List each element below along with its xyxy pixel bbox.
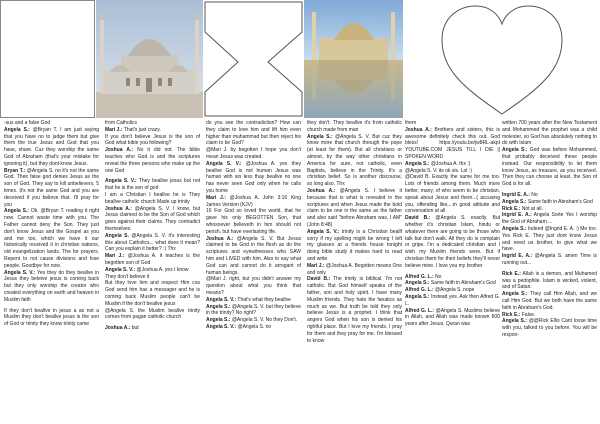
speaker-name: Mari J.: [307, 262, 325, 269]
comment-paragraph [502, 199, 597, 206]
comment-text: Angela Sorte Yes I worship the God of Abraham.... [502, 212, 597, 226]
comment-text: @Angela S. no it's not the same God. Their false god denies Jesus as the son of God. They say to kill unbelievers, 5 times. It's not the same God and you are deceived if you believe that. I'll pray for you [4, 167, 99, 208]
comment-paragraph [405, 280, 500, 287]
speaker-name: Alfred G. L.: [405, 307, 435, 314]
comment-paragraph [405, 215, 500, 269]
comment-paragraph [4, 168, 99, 209]
speaker-name: Ingrid E. A.: [502, 253, 533, 260]
speaker-name: Angela S.: [502, 225, 527, 232]
comment-text: -sus and a false God [4, 120, 51, 126]
comment-text: they don't. They beallve it's from catholic church made from man [307, 120, 402, 133]
speaker-name: Angela S. V.: [307, 228, 340, 235]
speaker-name: David B.: [307, 276, 331, 283]
comment-paragraph [206, 317, 301, 324]
comment-paragraph [502, 120, 597, 147]
comment-text: But they love him and respect Him cos God send him has a messager and he is coming back Muslim people can't be Muslim if the don't beallve jesus [105, 280, 200, 307]
comment-paragraph [105, 325, 200, 332]
heart-icon [404, 0, 600, 118]
comment-paragraph [105, 127, 200, 134]
comment-text: @Angela S. exactly. But whether it's christian Islam, hindu or whatever there are going to be those who talk but don't walk. All they do is complain or gripe. I'm a dedicated christian and I wish my Muslim friends were. But if christian them for their beliefs they'll never believe mine. I love you my brother [405, 215, 500, 269]
comment-text: @Angela S. V. But cuz they know more that church through the pope (at least for them). But all christians or almost, by the way other christians in America for sure, not catholic, even Baptists, believe in the Trinity. It's a christian belief. So is another discourse, so long also. Thx [307, 133, 402, 188]
comment-paragraph [206, 208, 301, 235]
comment-paragraph [206, 297, 301, 304]
comment-text: @Angela S. V. but they believe in the trinity? No right? [206, 303, 301, 317]
comment-text: @Mari J. right, but you didn't answer my question about what you think that means? [206, 276, 301, 296]
image-panel-blank [0, 0, 95, 118]
image-strip [0, 0, 600, 118]
comment-paragraph [206, 276, 301, 296]
speaker-name: Angela S.: [502, 291, 528, 298]
comment-paragraph [502, 318, 597, 338]
comment-paragraph [502, 192, 597, 199]
comment-paragraph [405, 287, 500, 294]
comment-text: The trinity is biblical. I'm not catholic. But God himself speaks of the father, son and holy spirit. I have many Muslim friends. They hate the fanatics as much as we. But truth be told they only believe Jesus is a prophet. I think that angers God when his son is denied his rightful place. But I love my friends. I pray for them and they pray for me. I'm blessed to know [307, 276, 402, 344]
comment-paragraph [206, 161, 301, 195]
comment-paragraph [502, 291, 597, 311]
comment-text: If they don't beallve in jesus a as not a Muslim they don't beallve jesus is the son of God or trinity they know trinity came [4, 307, 99, 328]
comment-text: @Angela S. V. its ok sis. Lol :) [405, 167, 472, 174]
comment-text: @Angela S. V. I know, but Jesus claimed to be the Son of God which goes against their claims. They contradict themselves. [105, 205, 200, 232]
comment-text: @Joshua A. it teaches is the begotten son of God [105, 253, 200, 266]
comment-paragraph [105, 147, 200, 174]
speaker-name: Rick E.: [502, 270, 521, 277]
comment-text: False. [520, 311, 536, 318]
comment-text: That's just crazy. [122, 126, 161, 133]
comment-text: @Angela S. the Muslim beallve trinity comes from pagan catholic church [105, 307, 200, 321]
comment-paragraph [206, 324, 301, 331]
comment-paragraph [4, 208, 99, 269]
comment-text: Not at all. [520, 205, 543, 212]
speaker-name: Angela S.: [4, 126, 30, 133]
text-column-2 [105, 120, 200, 424]
comment-paragraph [307, 188, 402, 229]
comment-paragraph [105, 274, 200, 281]
speaker-name: Joshua A.: [105, 325, 131, 332]
comment-text: @Mari J. by begotten I hope you don't mean Jesus was created. [206, 147, 301, 160]
speaker-name: Angela S. V.: [4, 269, 36, 276]
comment-text: @Angela S. amen Time is running out... [502, 253, 597, 266]
heart-shape [404, 0, 600, 118]
comment-paragraph [502, 271, 597, 291]
speaker-name: Angela S. V.: [206, 323, 237, 330]
comment-paragraph [405, 174, 500, 215]
comment-text: If you don't believe Jesus is the son of God what bible you following? [105, 133, 200, 147]
speaker-name: Angela S. V.: [105, 266, 136, 273]
comment-text: Yes they do they beallve in Jesus they beleive jesus is coming back but they only worship the creator who created everything on earth and heaven in Muslim faith [4, 269, 99, 303]
speaker-name: Angela S.: [4, 208, 29, 215]
comment-paragraph [105, 206, 200, 233]
comment-text: written 700 years after the New Testament and Mohammed the prophet was a child molester, so God has absolutely nothing to do with Islam [502, 120, 597, 147]
comment-text: Same faith in Abraham's God [526, 198, 593, 205]
speaker-name: Joshua A.: [105, 147, 133, 154]
speaker-name: Angela S.: [206, 303, 231, 310]
comment-paragraph [105, 267, 200, 274]
speaker-name: Alfred G. L.: [405, 287, 434, 294]
speaker-name: Ingrid E. A.: [502, 191, 530, 198]
mosque-photo [96, 0, 203, 118]
comment-paragraph [105, 192, 200, 206]
double-arrow-icon [204, 0, 303, 118]
speaker-name: Angela S. V.: [206, 296, 237, 303]
speaker-name: Mari J.: [105, 253, 125, 260]
speaker-name: Joshua A.: [405, 126, 432, 133]
speaker-name: Joshua A.: [307, 187, 336, 194]
speaker-name: Angela S.: [405, 160, 430, 167]
comment-text: They don't believe it [105, 273, 150, 280]
comment-text: @Angela S. V. it's interesting this about Catholics... what does it mean? Can you explain it better? :) Thx [105, 232, 200, 253]
speaker-name: Bryan T.: [4, 167, 26, 174]
comment-text: @Joshua A. thx :) [429, 160, 471, 167]
comment-text: @Angela S. V. But Jesus claimed to be God in the flesh as do the scriptures and eyewitnesses who SAW him and LIVED with him. Also to say what God can and cannot do it arrogant of human beings. [206, 235, 301, 276]
comment-text: @Angela S. nope [433, 287, 475, 294]
speaker-name: Angela S.: [405, 280, 430, 287]
comment-text: They call Him Allah, and we call Him God. But we both have the same faith in Abraham's God. [502, 291, 597, 311]
speaker-name: Joshua A.: [206, 235, 234, 242]
comment-paragraph [105, 253, 200, 267]
comment-paragraph [206, 195, 301, 209]
comment-paragraph [206, 120, 301, 147]
comment-paragraph [405, 274, 500, 281]
comment-paragraph [206, 147, 301, 161]
speaker-name: Angela S.: [502, 147, 528, 154]
comment-paragraph [105, 280, 200, 307]
comment-text: from Catholics [105, 120, 137, 126]
comment-paragraph [502, 226, 597, 253]
comment-paragraph [307, 120, 402, 134]
comment-text: but [130, 325, 139, 332]
comment-text: Same faith in Abraham's God [429, 280, 496, 287]
speaker-name: Alfred G. L.: [405, 273, 434, 280]
speaker-name: Rick E.: [502, 205, 521, 212]
comment-paragraph [307, 229, 402, 263]
mosque-icon [96, 0, 203, 118]
comment-text: them [405, 120, 417, 126]
speaker-name: Angela S. [105, 232, 129, 239]
comment-text: Allah is a demon, and Muhamed was a pedophile. Islam is wicked, violent, and of Satan. [502, 270, 597, 291]
speaker-name: Joshua A.: [105, 205, 132, 212]
comment-paragraph [4, 308, 99, 328]
speaker-name: Angela S.: [307, 133, 333, 140]
comment-text: @Angela S. no [236, 323, 272, 330]
text-column-1 [4, 120, 99, 424]
comment-paragraph [105, 308, 200, 322]
comment-paragraph [105, 120, 200, 127]
comment-paragraph [405, 161, 500, 168]
speaker-name: Mari J.: [105, 126, 123, 133]
speaker-name: David B.: [405, 215, 431, 222]
speaker-name: Angela S. V.: [206, 160, 242, 167]
comment-paragraph [502, 253, 597, 267]
comment-paragraph [502, 212, 597, 226]
comment-text: @Joshua A. yes I know [135, 266, 189, 273]
comment-paragraph [405, 120, 500, 127]
speaker-name: Angela S.: [502, 198, 527, 205]
comment-text: trinity is a Christian beallf sorry if my spelling might be wrong I left my glasses at a friends house tonight doing bible study it makes hard to read and write [307, 228, 402, 262]
comment-text: @David B. Exactly the same for me too. Lots of friends among them. Much more better, many, of who seem to be christian, speak about Jesus and them...( accusing you, offending like,...m good attitude and conversation at all [405, 174, 500, 215]
mosque-reflection-photo [304, 0, 403, 118]
comment-paragraph [502, 147, 597, 188]
speaker-name: Angela S.: [502, 318, 527, 325]
comment-text: Indeed @Ingrid E. A. :) Me too. Yes Rick E. They just dont know Jesus and need us brother, to give what we have. [502, 225, 597, 253]
comment-text: @Joshua A. yes they beallve God is not human Jesus was human with sin less thay beallve no one has never seen God only when he calls you home [206, 160, 301, 194]
comment-text: @Angela S. V. No they Don't. [230, 317, 298, 324]
speaker-name: Ingrid E. A.: [502, 212, 532, 219]
comment-paragraph [105, 134, 200, 148]
speaker-name: Angela S. V.: [105, 178, 137, 185]
comment-paragraph [4, 270, 99, 304]
comment-paragraph [105, 233, 200, 253]
comment-text: Instead yes. Ask then Alfred G. L. [405, 293, 500, 307]
comment-text: Brothers and sisters, this is awesome definitely check this out. God bless! https://youtu.be/jw8RL-akpI YOUTUBE.COM JESUS TILL I DIE || SPOKEN WORD [405, 126, 500, 160]
comment-text: I am a Christian I beallve he is They beallve catholic church Made up trinity [105, 191, 200, 205]
mosque-icon [304, 0, 403, 118]
comment-text: God was before Mohammed, that probably deceived these people instead. Our responsibility to let them know Jesus, as treasure, as you received. Then they can choose at least. the Son of God is for all. [502, 147, 597, 188]
comment-text: @Bryan T. I am just saying that you have no to judge them but give them the true Jesus and God that you have, share. Cuz they worship the same God of Abraham (that's your mistake for ignoring it), but they dont know Jesus. [4, 126, 99, 167]
comment-text: That's what they beallve [236, 296, 291, 303]
comment-paragraph [307, 263, 402, 277]
comment-paragraph [4, 127, 99, 168]
comment-text: @Angela S. I believe it because that is what is revealed in the scriptures and when Jesus made the bold claim to be one in the same as the father and also said "before Abraham was, I AM" (John 8:48) [307, 187, 402, 228]
comment-text: No [529, 191, 538, 198]
comment-text: @@Rick Ellis Cant loose time with you, talked to you before. You will be respon- [502, 318, 597, 338]
comment-paragraph [405, 127, 500, 161]
speaker-name: Rick E.: [502, 311, 521, 318]
comment-text: Ok. @Bryan T. reading it right now. Cannot waste time with you. The Father cannot deny the Son. They just don't know Jesus and the Gospel as you and me too, which we have it our historically received it in christian nations, old evangelization lands. The for prayers. Repent to not cause divisions and lose people. Goodbye for now. [4, 208, 99, 269]
comment-paragraph [4, 120, 99, 127]
comment-text: do you see the contradiction? How can they claim to love him and lift him even higher than muhammad but then reject his claim to be God? [206, 120, 301, 147]
comment-paragraph [405, 308, 500, 328]
speaker-name: Angela S.: [206, 317, 231, 324]
arrow-shape-1 [204, 0, 303, 118]
comment-text: 16 For God so loved the world, that he gave his only BEGOTTEN Son, that whosoever believeth in him should not perish, but have everlasting life. [206, 208, 301, 235]
comment-paragraph [307, 134, 402, 188]
comment-text: No it did not. The bible teaches who God is and the scriptures reveal the three persons who make up the one God [105, 147, 200, 174]
text-column-5 [405, 120, 500, 424]
comment-text: No [433, 273, 442, 280]
comment-paragraph [405, 294, 500, 308]
comment-text: @Joshua A. Begotten means One and only [307, 262, 402, 276]
text-column-4 [307, 120, 402, 424]
comment-text: @Joshua A. John 3:16 King James Version (KJV) [206, 194, 301, 208]
comment-paragraph [206, 304, 301, 318]
comment-text: @Angela S. Muslims believe in Allah, and Allah was made known 600 years after Jesus. Quran was [405, 307, 500, 328]
comment-paragraph [206, 236, 301, 277]
speaker-name: Angela S.: [405, 293, 430, 300]
comment-paragraph [307, 276, 402, 344]
comment-paragraph [405, 168, 500, 175]
comment-paragraph [105, 178, 200, 192]
text-column-6 [502, 120, 597, 424]
speaker-name: Mari J.: [206, 194, 226, 201]
comment-paragraph [502, 206, 597, 213]
comment-paragraph [502, 312, 597, 319]
text-column-3 [206, 120, 301, 424]
comment-text: They beallve jesus but not that he is the son of god [105, 178, 200, 192]
